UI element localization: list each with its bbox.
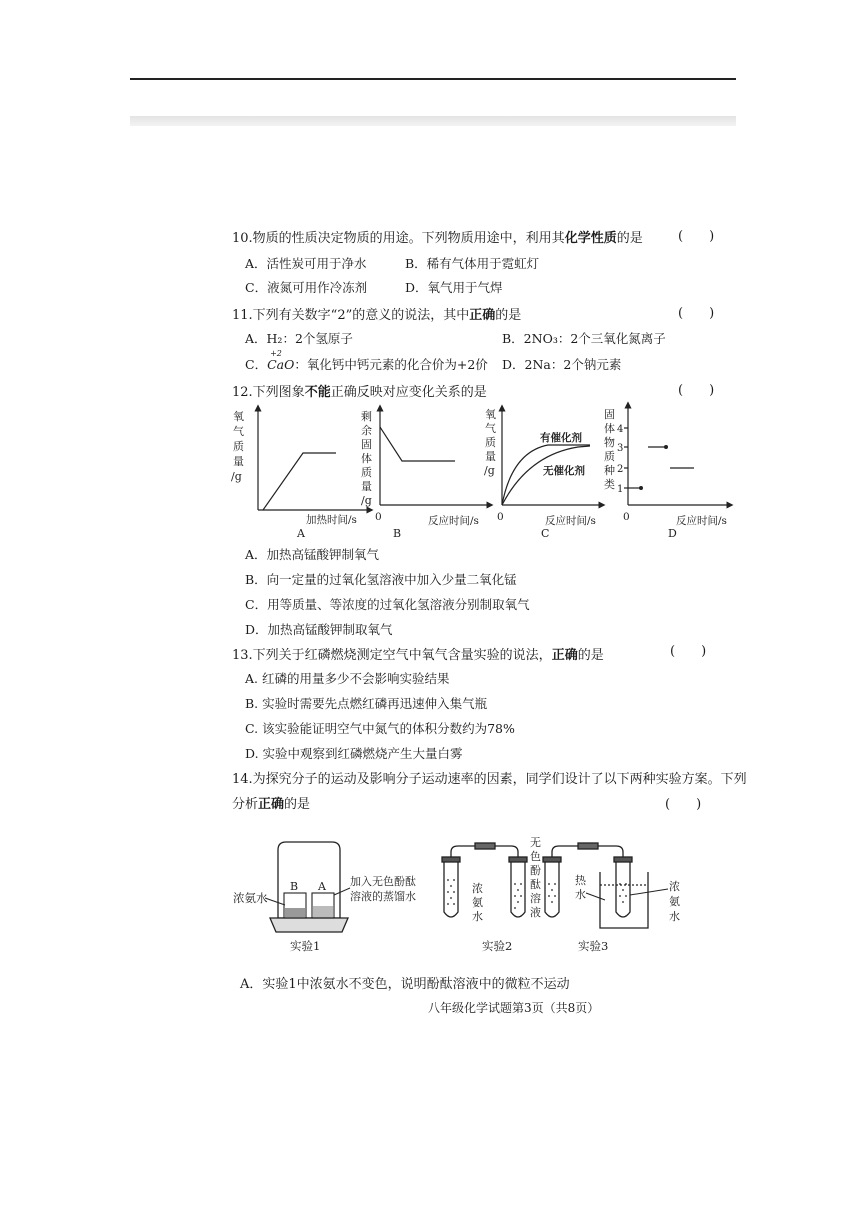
exp2-left-label-0: 浓 [472, 882, 483, 895]
graph-a-ylabel-3: 量 [233, 455, 244, 468]
exp3-right-label-0: 浓 [669, 880, 680, 893]
exp3-clamp [578, 843, 598, 849]
graph-d-ylabel-2: 物 [604, 436, 615, 449]
graph-c-ylabel-4: /g [484, 464, 495, 477]
q13-option-b: B. 实验时需要先点燃红磷再迅速伸入集气瓶 [245, 696, 488, 711]
q13-option-c: C. 该实验能证明空气中氮气的体积分数约为78% [245, 721, 515, 736]
exp1-caption: 实验1 [290, 939, 321, 953]
q13-stem: 13.下列关于红磷燃烧测定空气中氧气含量实验的说法，正确的是 [232, 648, 604, 663]
graph-c-curve-label-1: 有催化剂 [540, 432, 582, 444]
q11-option-d: D．2Na：2个钠元素 [502, 357, 622, 372]
graph-a-ylabel-0: 氧 [233, 410, 244, 423]
exp2-caption: 实验2 [482, 939, 513, 953]
exp2-clamp [475, 843, 495, 849]
graph-d-tick-label-2: 2 [617, 464, 624, 475]
exp2-left-label-2: 水 [472, 910, 483, 923]
graph-b-ylabel-4: 质 [361, 466, 372, 479]
exp3-right-label [669, 879, 680, 923]
exp2-right-label-1: 色 [530, 850, 541, 863]
exp3-left-tube [545, 860, 559, 917]
q12-option-c: C．用等质量、等浓度的过氧化氢溶液分别制取氧气 [245, 597, 530, 612]
graph-c-curve-label-2: 无催化剂 [543, 465, 585, 477]
graph-d-origin: 0 [623, 511, 630, 523]
exp2-left-liquid-dots [447, 879, 455, 905]
graph-a-xlabel: 加热时间/s [306, 514, 357, 526]
graph-b-ylabel-3: 体 [361, 452, 372, 465]
graph-d-tick-label-1: 1 [617, 484, 624, 495]
graph-b-ylabel-6: /g [361, 494, 372, 507]
graph-c-ylabel-1: 气 [485, 422, 496, 435]
graph-b-ylabel-1: 余 [361, 424, 372, 437]
exp3-left-label-1: 水 [575, 888, 586, 901]
q13-answer-paren: ( ) [670, 644, 707, 659]
graph-b-ylabel-0: 剩 [361, 410, 372, 423]
graph-b-caption: B [393, 527, 402, 540]
q14-option-a: A．实验1中浓氨水不变色，说明酚酞溶液中的微粒不运动 [240, 977, 570, 992]
exp1-beaker-a-label: A [318, 880, 326, 893]
graph-b-ylabel-2: 固 [361, 438, 372, 451]
exp3-setup [543, 843, 648, 928]
exp3-right-label-1: 氨 [669, 895, 680, 908]
graph-d-ylabel-1: 体 [604, 422, 615, 435]
exp1-left-label: 浓氨水 [233, 891, 268, 905]
exp1-beaker-b-liquid [285, 908, 305, 917]
exp3-caption: 实验3 [578, 939, 609, 953]
exp1-right-label-1: 加入无色酚酞 [350, 875, 416, 888]
exp1-base [270, 918, 348, 932]
q12-stem: 12.下列图象不能正确反映对应变化关系的是 [232, 385, 487, 400]
q14-stem-line2: 分析正确的是 [232, 797, 311, 812]
q10-answer-paren: ( ) [678, 229, 715, 244]
graph-d-caption: D [668, 527, 677, 540]
graph-b-xlabel: 反应时间/s [428, 515, 479, 527]
exp3-left-label-0: 热 [575, 874, 586, 887]
exp3-leader-right [630, 889, 668, 895]
graph-c-ylabel-3: 量 [485, 450, 496, 463]
q10-option-d: D．氧气用于气焊 [405, 280, 503, 295]
exp2-left-label [472, 881, 483, 923]
q11-option-a: A．H₂：2个氢原子 [245, 331, 353, 346]
graph-a-caption: A [297, 527, 305, 540]
graph-c-ylabel-2: 质 [485, 436, 496, 449]
graph-d-ylabel-5: 类 [604, 478, 615, 491]
exp3-left-stopper [543, 857, 561, 862]
exp2-right-label [530, 836, 541, 919]
q12-option-a: A．加热高锰酸钾制氧气 [245, 547, 380, 562]
exp2-left-tube [444, 860, 458, 917]
graph-b-origin: 0 [375, 511, 382, 523]
q11-option-b: B．2NO₃：2个三氧化氮离子 [502, 331, 666, 346]
q14-stem-line1: 14.为探究分子的运动及影响分子运动速率的因素，同学们设计了以下两种实验方案。下列 [232, 772, 747, 787]
graph-c-caption: C [541, 527, 550, 540]
exp2-left-stopper [442, 857, 460, 862]
q11-c-formula: +2 CaO [267, 349, 295, 372]
exp2-right-stopper [509, 857, 527, 862]
q10-option-b: B．稀有气体用于霓虹灯 [405, 256, 540, 271]
graph-a-ylabel-1: 气 [233, 425, 244, 438]
q12-option-b: B．向一定量的过氧化氢溶液中加入少量二氧化锰 [245, 572, 517, 587]
graph-d-ylabel-0: 固 [604, 408, 615, 421]
q13-option-a: A. 红磷的用量多少不会影响实验结果 [245, 671, 450, 686]
graph-d-ylabel-4: 种 [604, 464, 615, 477]
graph-c-xlabel: 反应时间/s [545, 515, 596, 527]
exp3-beaker [600, 872, 648, 928]
q12-option-d: D．加热高锰酸钾制取氧气 [245, 622, 393, 637]
q10-option-a: A．活性炭可用于净水 [245, 256, 367, 271]
exp2-left-label-1: 氨 [472, 896, 483, 909]
exp2-right-label-2: 酚 [530, 864, 541, 877]
graph-d-ylabel-3: 质 [604, 450, 615, 463]
graph-c-ylabel-0: 氧 [485, 408, 496, 421]
q10-stem: 10.物质的性质决定物质的用途。下列物质用途中，利用其化学性质的是 [232, 231, 643, 246]
graph-a-ylabel-2: 质 [233, 440, 244, 453]
q13-option-d: D. 实验中观察到红磷燃烧产生大量白雾 [245, 746, 463, 761]
q14-answer-paren: ( ) [665, 797, 702, 812]
exp1-bell-jar [270, 842, 348, 932]
exp3-right-stopper [614, 857, 632, 862]
exp3-right-tube [616, 860, 630, 917]
exp1-leader-right [334, 888, 350, 895]
graph-d-xlabel: 反应时间/s [676, 515, 727, 527]
exp3-left-label [575, 873, 587, 901]
exp3-right-label-2: 水 [669, 910, 680, 923]
graph-a-ylabel-4: /g [231, 470, 242, 483]
graph-d-tick-label-4: 4 [617, 424, 624, 435]
exp1-right-label-2: 溶液的蒸馏水 [350, 890, 416, 903]
q10-option-c: C．液氮可用作冷冻剂 [245, 280, 368, 295]
exp2-right-label-0: 无 [530, 836, 541, 849]
exp1-leader-left [265, 898, 285, 905]
page-footer: 八年级化学试题第3页（共8页） [428, 1001, 600, 1015]
graph-c-origin: 0 [497, 511, 504, 523]
q12-answer-paren: ( ) [678, 383, 715, 398]
exp2-right-label-3: 酞 [530, 878, 541, 891]
graph-b-ylabel-5: 量 [361, 480, 372, 493]
exp2-right-label-5: 液 [530, 906, 541, 919]
exp1-beaker-a-liquid [313, 906, 333, 917]
q11-option-c: C． +2 CaO：氧化钙中钙元素的化合价为+2价 [245, 349, 488, 372]
exp2-right-label-4: 溶 [530, 892, 541, 905]
exp2-right-tube [511, 860, 525, 917]
q11-answer-paren: ( ) [678, 306, 715, 321]
q11-stem: 11.下列有关数字“2”的意义的说法，其中正确的是 [232, 308, 522, 323]
graph-d-tick-label-3: 3 [617, 443, 624, 454]
exp2-right-liquid-dots [514, 883, 522, 909]
exp3-leader-left [586, 893, 605, 900]
exp3-liquid-dots [548, 883, 627, 903]
exp1-beaker-b-label: B [290, 880, 299, 893]
